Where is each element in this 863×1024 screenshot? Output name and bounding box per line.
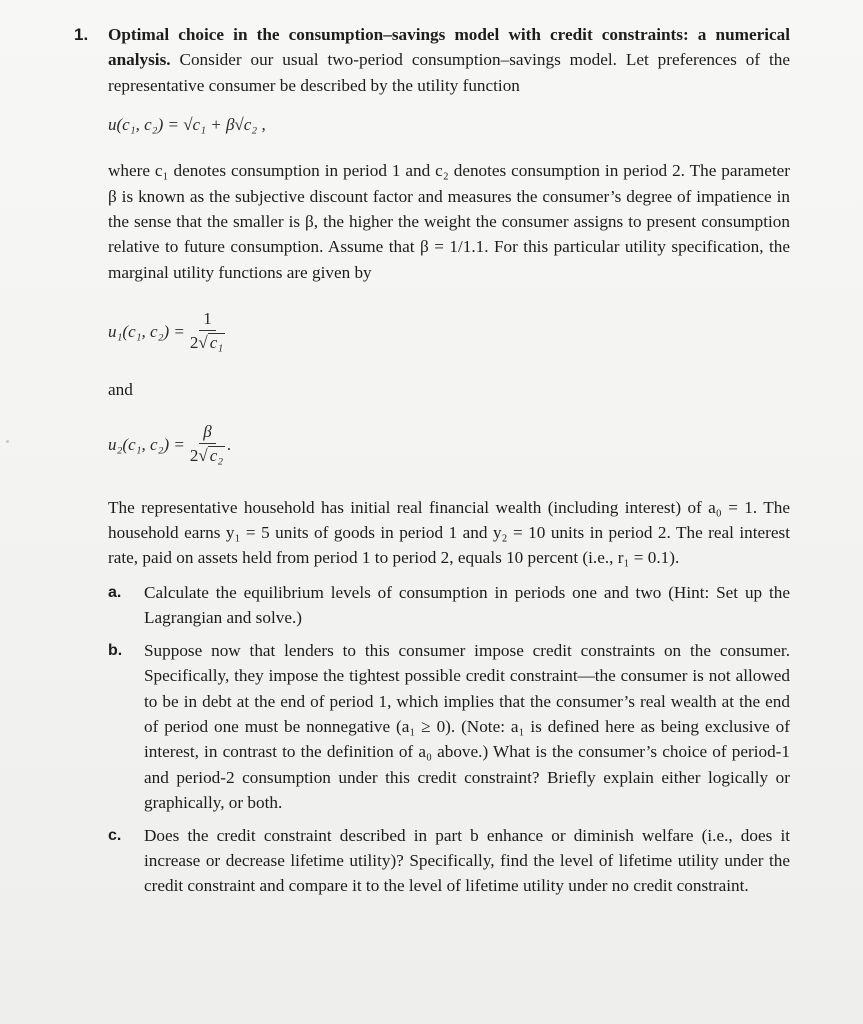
household-paragraph: The representative household has initial real financial wealth (including interest) of a₀ = 1. The household earns y₁ = 5 units of goods in period 1 and y₂ = 10 units in period 2. The real interest rate, paid on assets held from period 1 to period 2, equals 10 percent (i.e., r₁ = 0.1). bbox=[108, 497, 790, 568]
subpart-label: c. bbox=[108, 826, 122, 844]
and-connector: and bbox=[108, 380, 133, 400]
problem-number: 1. bbox=[74, 25, 89, 44]
utility-equation: u(c₁, c₂) = √c₁ + β√c₂ , bbox=[108, 115, 266, 135]
mu1-denominator-radicand: c₁ bbox=[209, 332, 224, 352]
scan-speck bbox=[6, 440, 9, 443]
mu1-lhs: u₁(c₁, c₂) = bbox=[108, 321, 185, 341]
problem-1 bbox=[74, 22, 790, 906]
mu2-denominator-radicand: c₂ bbox=[209, 446, 224, 466]
mu1-numerator: 1 bbox=[199, 309, 216, 331]
parameter-paragraph: where c₁ denotes consumption in period 1 and c₂ denotes consumption in period 2. The parameter β is known as the subjective discount factor and measures the consumer’s degree of impatience in the sense that the smaller is β, the higher the weight the consumer assigns to present consumption relative to future consumption. Assume that β = 1/1.1. For this particular utility specification, the marginal utility functions are given by bbox=[108, 161, 790, 282]
mu1-denominator-coef: 2 bbox=[189, 332, 199, 352]
marginal-utility-2-equation bbox=[74, 415, 790, 475]
subpart-text: Suppose now that lenders to this consumer impose credit constraints on the consumer. Specifically, they impose the tightest possible credit constraint—the consumer is not allowed to be in debt at the end of period 1, which implies that the consumer’s real wealth at the end of period one must be nonnegative (a₁ ≥ 0). (Note: a₁ is defined here as being exclusive of interest, in contrast to the definition of a₀ above.) What is the consumer’s choice of period-1 and period-2 consumption under this credit constraint? Briefly explain either logically or graphically, or both. bbox=[144, 640, 790, 813]
problem-title: Optimal choice in the consumption–savings model with credit constraints: a numerical analysis. bbox=[108, 25, 790, 70]
mu2-numerator: β bbox=[199, 422, 215, 444]
mu2-suffix: . bbox=[227, 434, 232, 454]
mu2-fraction bbox=[188, 422, 227, 467]
subparts-list bbox=[74, 580, 790, 899]
subpart-b bbox=[74, 638, 790, 816]
mu2-denominator-coef: 2 bbox=[189, 446, 199, 466]
problem-intro: Consider our usual two-period consumption–savings model. Let preferences of the representative consumer be described by the utility function bbox=[108, 50, 790, 95]
subpart-label: a. bbox=[108, 583, 122, 601]
subpart-a bbox=[74, 580, 790, 631]
mu2-denominator: 2√ c₂ bbox=[189, 446, 224, 466]
subpart-label: b. bbox=[108, 641, 123, 659]
subpart-text: Calculate the equilibrium levels of consumption in periods one and two (Hint: Set up the Lagrangian and solve.) bbox=[144, 582, 790, 628]
subpart-c bbox=[74, 823, 790, 899]
mu1-denominator: 2√ c₁ bbox=[189, 332, 224, 352]
mu2-lhs: u₂(c₁, c₂) = bbox=[108, 434, 185, 454]
problem-header bbox=[74, 22, 790, 98]
mu1-fraction bbox=[188, 309, 227, 354]
marginal-utility-1-equation bbox=[74, 301, 790, 361]
subpart-text: Does the credit constraint described in part b enhance or diminish welfare (i.e., does it increase or decrease lifetime utility)? Specifically, find the level of lifetime utility under the credit constraint and compare it to the level of lifetime utility under no credit constraint. bbox=[144, 825, 790, 896]
